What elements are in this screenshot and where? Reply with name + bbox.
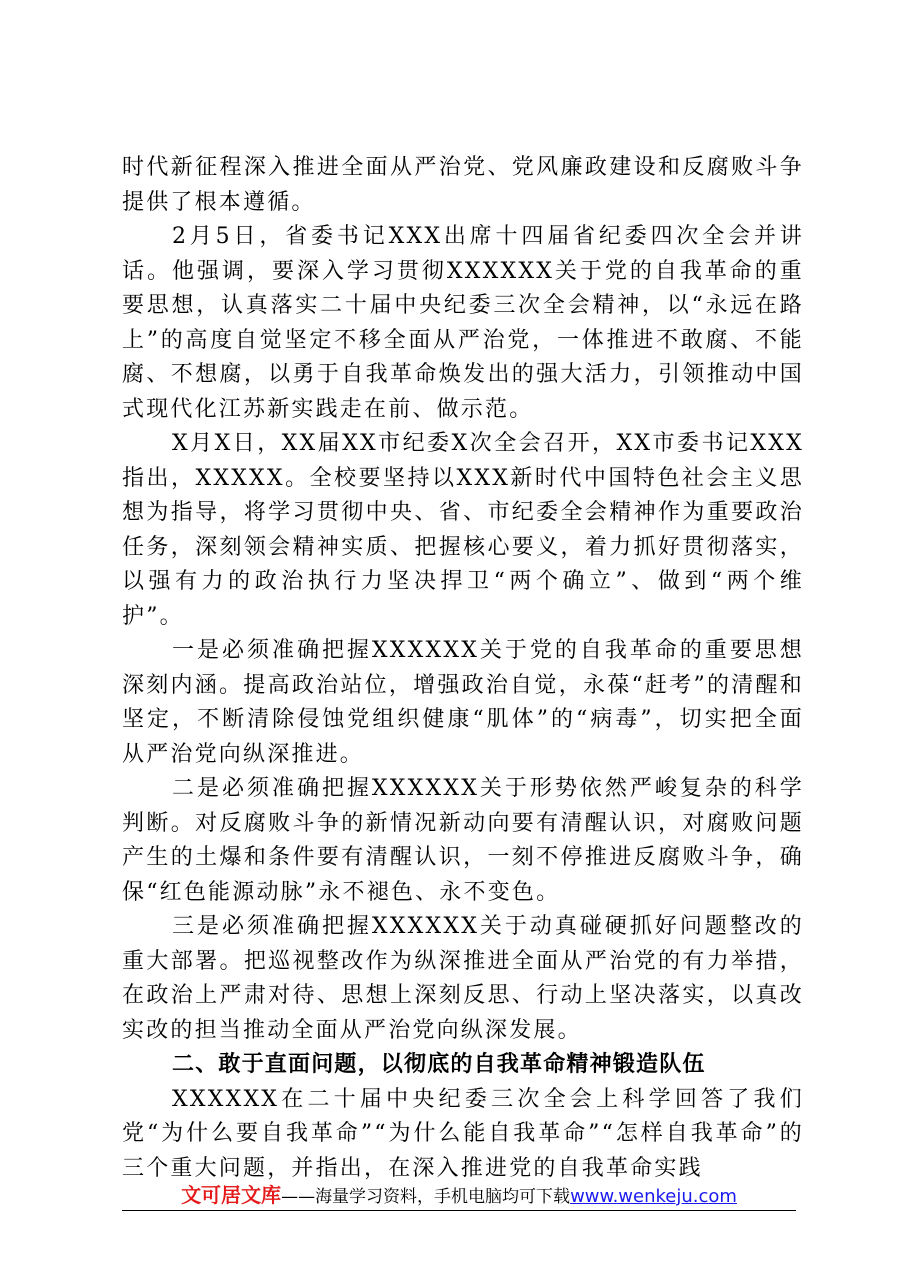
paragraph-point-three: 三是必须准确把握XXXXXX关于动真碰硬抓好问题整改的重大部署。把巡视整改作为纵深推进全面从严治党的有力举措，在政治上严肃对待、思想上深刻反思、行动上坚决落实，以真改实改的担当推动全面从严治党向纵深发展。 (122, 914, 804, 1043)
footer-url-link[interactable]: www.wenkeju.com (570, 1186, 737, 1207)
paragraph-party-secretary-speech: 2月5日，省委书记XXX出席十四届省纪委四次全会并讲话。他强调，要深入学习贯彻XXXXXX关于党的自我革命的重要思想，认真落实二十届中央纪委三次全会精神，以“永远在路上”的高度自觉坚定不移全面从严治党，一体推进不敢腐、不能腐、不想腐，以勇于自我革命焕发出的强大活力，引领推动中国式现代化江苏新实践走在前、做示范。 (122, 224, 804, 422)
paragraph-section-intro: XXXXXX在二十届中央纪委三次全会上科学回答了我们党“为什么要自我革命”“为什么能自我革命”“怎样自我革命”的三个重大问题，并指出，在深入推进党的自我革命实践 (122, 1086, 804, 1181)
paragraph-point-two: 二是必须准确把握XXXXXX关于形势依然严峻复杂的科学判断。对反腐败斗争的新情况新动向要有清醒认识，对腐败问题产生的土爆和条件要有清醒认识，一刻不停推进反腐败斗争，确保“红色能源动脉”永不褪色、永不变色。 (122, 776, 804, 905)
paragraph-city-plenary: X月X日，XX届XX市纪委X次全会召开，XX市委书记XXX指出，XXXXX。全校要坚持以XXX新时代中国特色社会主义思想为指导，将学习贯彻中央、省、市纪委全会精神作为重要政治任务，深刻领会精神实质、把握核心要义，着力抓好贯彻落实，以强有力的政治执行力坚决捍卫“两个确立”、做到“两个维护”。 (122, 431, 804, 629)
paragraph-continuation: 时代新征程深入推进全面从严治党、党风廉政建设和反腐败斗争提供了根本遵循。 (122, 155, 804, 215)
document-body (122, 151, 804, 1186)
footer-banner (122, 1180, 796, 1210)
footer-divider (122, 1210, 796, 1211)
section-heading: 二、敢于直面问题，以彻底的自我革命精神锻造队伍 (172, 1052, 706, 1077)
footer-brand: 文可居文库 (181, 1183, 282, 1207)
footer-slogan: ——海量学习资料，手机电脑均可下载 (281, 1187, 571, 1207)
paragraph-point-one: 一是必须准确把握XXXXXX关于党的自我革命的重要思想深刻内涵。提高政治站位，增强政治自觉，永葆“赶考”的清醒和坚定，不断清除侵蚀党组织健康“肌体”的“病毒”，切实把全面从严治党向纵深推进。 (122, 638, 804, 767)
